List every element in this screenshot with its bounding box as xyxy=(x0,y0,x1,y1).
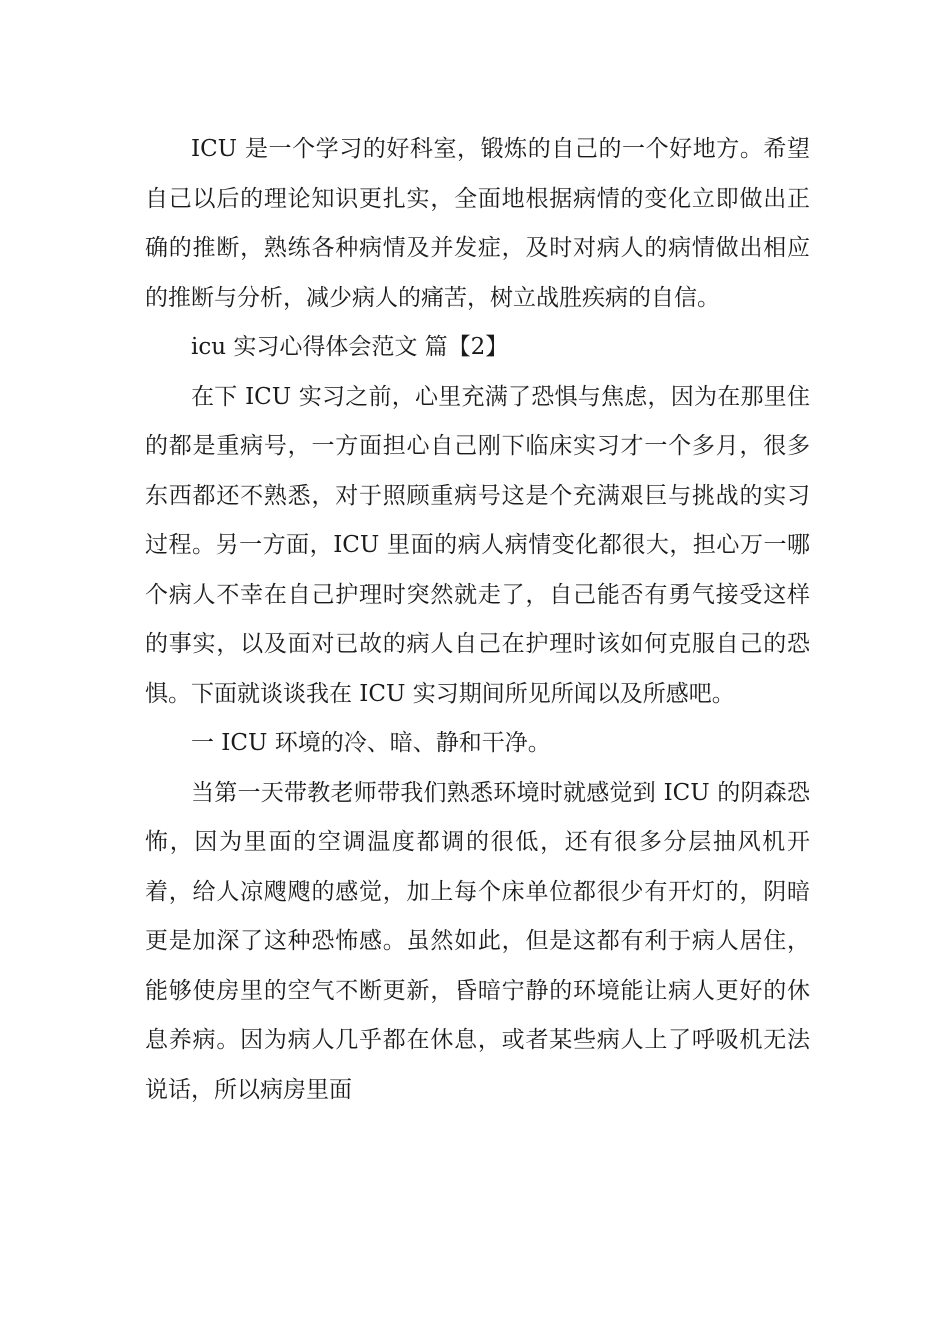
section-heading: icu 实习心得体会范文 篇【2】 xyxy=(191,334,509,360)
paragraph-icu-summary: ICU 是一个学习的好科室，锻炼的自己的一个好地方。希望自己以后的理论知识更扎实，全面地根据病情的变化立即做出正确的推断，熟练各种病情及并发症，及时对病人的病情做出相应的推断与分析，减少病人的痛苦，树立战胜疾病的自信。 xyxy=(145,136,810,311)
paragraph-before-internship: 在下 ICU 实习之前，心里充满了恐惧与焦虑，因为在那里住的都是重病号，一方面担心自己刚下临床实习才一个多月，很多东西都还不熟悉，对于照顾重病号这是个充满艰巨与挑战的实习过程。另一方面，ICU 里面的病人病情变化都很大，担心万一哪个病人不幸在自己护理时突然就走了，自己能否有勇气接受这样的事实，以及面对已故的病人自己在护理时该如何克服自己的恐惧。下面就谈谈我在 ICU 实习期间所见所闻以及所感吧。 xyxy=(145,383,810,707)
paragraph-environment: 当第一天带教老师带我们熟悉环境时就感觉到 ICU 的阴森恐怖，因为里面的空调温度都调的很低，还有很多分层抽风机开着，给人凉飕飕的感觉，加上每个床单位都很少有开灯的，阴暗更是加深了这种恐怖感。虽然如此，但是这都有利于病人居住，能够使房里的空气不断更新，昏暗宁静的环境能让病人更好的休息养病。因为病人几乎都在休息，或者某些病人上了呼吸机无法说话，所以病房里面 xyxy=(145,779,810,1103)
document-page xyxy=(145,125,810,1115)
subsection-heading: 一 ICU 环境的冷、暗、静和干净。 xyxy=(191,730,551,756)
